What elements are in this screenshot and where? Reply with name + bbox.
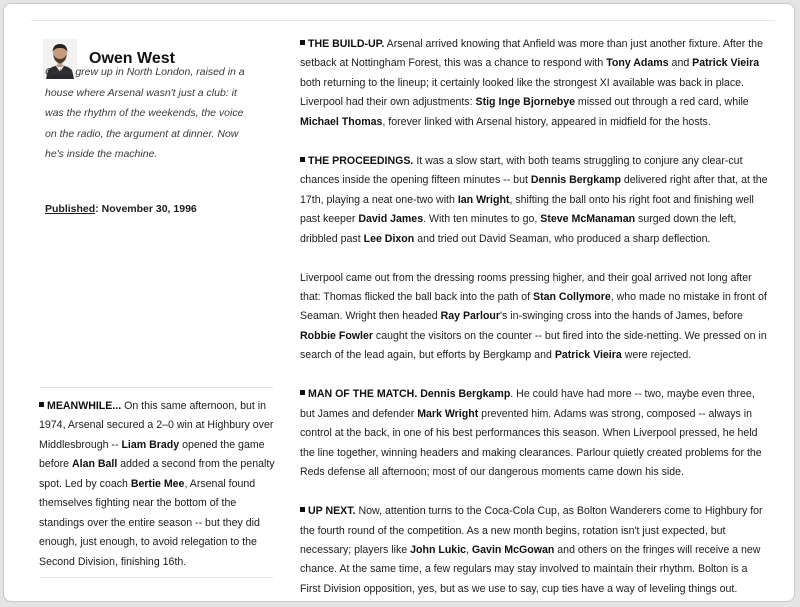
text-run: opened the game before: [39, 438, 265, 471]
text-run: . With ten minutes to go,: [423, 213, 541, 226]
text-run: and tried out David Seaman, who produced a sharp deflection.: [414, 232, 711, 245]
text-run: and others on the fringes will receive a new chance. At the same time, a few regulars may stay involved to maintain their rhythm. Bolton is a First Division opposition, yes, but as we use to say, cup ties have a way of leveling things out.: [300, 543, 761, 595]
text-run: , shifting the ball onto his right foot and finishing well past keeper: [300, 193, 754, 226]
section-heading-man-of-the-match: MAN OF THE MATCH.: [308, 388, 418, 401]
bold-name: Robbie Fowler: [300, 329, 373, 342]
aside-divider-bottom: [40, 577, 273, 578]
top-divider: [31, 20, 775, 21]
bold-name: Lee Dixon: [363, 232, 415, 245]
bold-name: Dennis Bergkamp: [420, 388, 511, 401]
text-run: , Arsenal found themselves fighting near the bottom of the standings over the entire season -- but they did enough, just enough, to avoid relegation to the Second Division, finishing 16th.: [39, 477, 260, 568]
bold-name: David James: [358, 213, 424, 226]
text-run: prevented him. Adams was strong, composed -- always in control at the back, in one of his best performances this season. When Liverpool pressed, he held the line together, winning headers and making clearances. Parlour quietly created problems for the Reds defense all afternoon; most of our dangerous moments came down his side.: [300, 407, 762, 479]
text-run: were rejected.: [621, 349, 692, 362]
text-run: On this same afternoon, but in 1974, Arsenal secured a 2–0 win at Highbury over Middlesbrough --: [39, 400, 274, 451]
section-heading-the-build-up: THE BUILD-UP.: [308, 38, 385, 50]
published-date: November 30, 1996: [101, 203, 197, 215]
text-run: and: [668, 57, 693, 70]
text-run: missed out through a red card, while: [574, 96, 749, 109]
main-paragraph: [300, 152, 770, 249]
bold-name: Dennis Bergkamp: [530, 174, 621, 187]
text-run: both returning to the lineup; it certainly looked like the strongest XI available was back in place. Liverpool had their own adjustments:: [300, 76, 745, 109]
match-report: [300, 35, 770, 599]
bold-name: Mark Wright: [417, 407, 479, 420]
text-run: caught the visitors on the counter -- but fired into the side-netting. We pressed on in search of the lead again, but efforts by Bergkamp and: [300, 329, 767, 362]
author-bio: Owen grew up in North London, raised in a house where Arsenal wasn't just a club: it was the rhythm of the weekends, the voice on the radio, the argument at dinner. Now he's inside the machine.: [45, 66, 245, 161]
square-bullet-icon: [300, 390, 305, 395]
square-bullet-icon: [300, 40, 305, 45]
text-run: . He could have had more -- two, maybe even three, but James and defender: [300, 388, 755, 420]
bold-name: Steve McManaman: [540, 213, 636, 226]
section-heading-meanwhile: MEANWHILE...: [47, 400, 122, 412]
bold-name: Gavin McGowan: [471, 543, 555, 556]
aside-paragraph: [39, 397, 275, 572]
text-run: delivered right after that, at the 17th, playing a neat one-two with: [300, 174, 768, 206]
bold-name: Alan Ball: [71, 458, 118, 471]
text-run: ,: [466, 543, 472, 556]
text-run: added a second from the penalty spot. Led by coach: [39, 458, 275, 490]
bold-name: Ray Parlour: [440, 310, 501, 323]
square-bullet-icon: [300, 157, 305, 162]
bold-name: Tony Adams: [606, 57, 669, 70]
bold-name: Stan Collymore: [533, 290, 611, 303]
bold-name: Michael Thomas: [300, 115, 383, 128]
text-run: 's in-swinging cross into the hands of James, before: [500, 310, 743, 323]
published-label[interactable]: Published: [45, 203, 96, 215]
article-card: [3, 3, 795, 602]
author-name: Owen West: [89, 50, 175, 67]
main-paragraph: [300, 502, 770, 599]
bold-name: Stig Inge Bjornebye: [475, 96, 575, 109]
text-run: It was a slow start, with both teams struggling to conjure any clear-cut chances inside the opening fifteen minutes -- but: [300, 154, 743, 187]
bold-name: Ian Wright: [457, 193, 510, 206]
meanwhile-sidebar: [39, 397, 275, 572]
bold-name: Bertie Mee: [130, 477, 185, 490]
bold-name: Patrick Vieira: [692, 57, 760, 70]
section-heading-up-next: UP NEXT.: [308, 505, 356, 518]
main-paragraph: [300, 385, 770, 482]
text-run: Arsenal arrived knowing that Anfield was more than just another fixture. After the setback at Nottingham Forest, this was a chance to respond with: [300, 38, 763, 70]
bold-name: John Lukic: [410, 543, 467, 556]
text-run: , who made no mistake in front of Seaman. Wright then headed: [300, 290, 767, 323]
square-bullet-icon: [300, 507, 305, 512]
main-paragraph: [300, 35, 770, 132]
square-bullet-icon: [39, 402, 44, 407]
aside-divider-top: [40, 387, 273, 388]
main-paragraph: [300, 269, 770, 366]
section-heading-the-proceedings: THE PROCEEDINGS.: [308, 154, 414, 167]
text-run: surged down the left, dribbled past: [300, 213, 737, 245]
bold-name: Patrick Vieira: [554, 349, 622, 362]
published-line: Published: November 30, 1996: [45, 203, 197, 215]
text-run: , forever linked with Arsenal history, appeared in midfield for the hosts.: [382, 115, 711, 128]
bold-name: Liam Brady: [121, 438, 180, 451]
text-run: Liverpool came out from the dressing rooms pressing higher, and their goal arrived not long after that: Thomas flicked the ball back into the path of: [300, 271, 752, 303]
text-run: Now, attention turns to the Coca-Cola Cup, as Bolton Wanderers come to Highbury for the fourth round of the competition. As a new month begins, rotation isn't just expected, but necessary; players like: [300, 505, 763, 556]
